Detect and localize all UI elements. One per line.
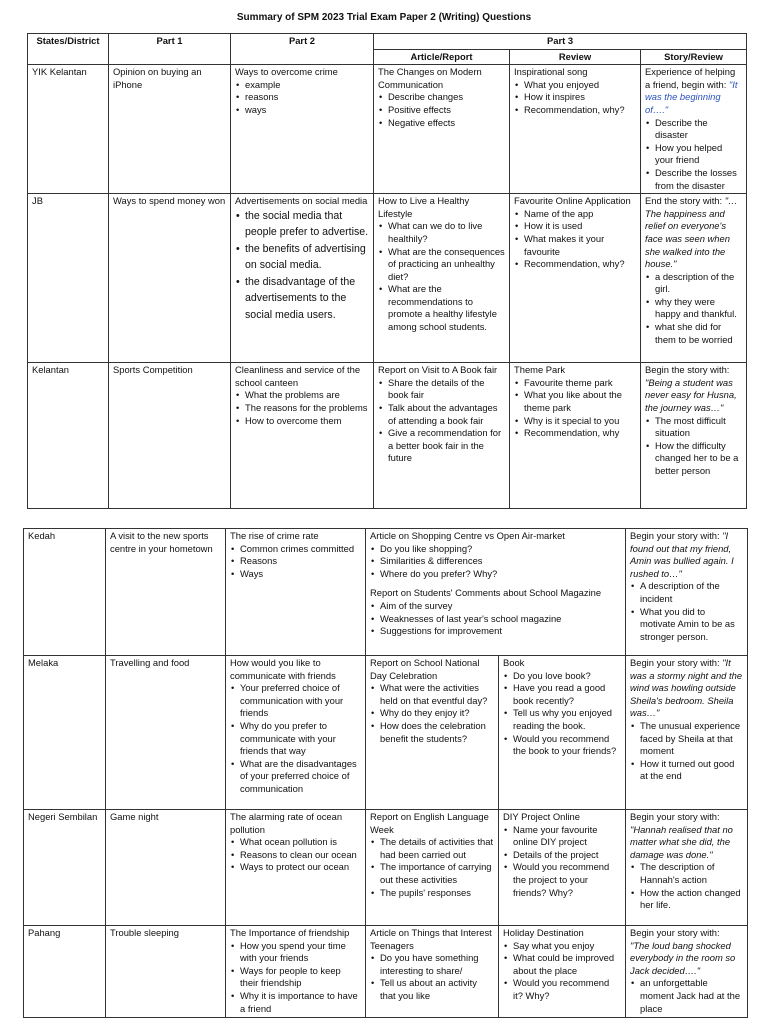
article-title: Article on Shopping Centre vs Open Air-market (370, 530, 565, 541)
state-cell: Kedah (24, 529, 106, 656)
review-title: DIY Project Online (503, 811, 580, 822)
article-cell (366, 656, 499, 810)
article-title: Article on Things that Interest Teenagers (370, 927, 492, 951)
part2-title: Ways to overcome crime (235, 66, 338, 78)
list-item: • The most difficult situation (655, 415, 742, 440)
story-quote: "The loud bang shocked everybody in the room so Jack decided…." (630, 939, 736, 976)
list-item: • Positive effects (388, 104, 505, 117)
review-cell (510, 194, 641, 363)
list-item: • Details of the project (513, 849, 621, 862)
list-item: • Reasons (240, 555, 361, 568)
review-cell (510, 363, 641, 509)
list-item: • a description of the girl. (655, 271, 742, 296)
list-item: • The description of Hannah's action (640, 861, 743, 886)
list-item: • Favourite theme park (524, 377, 636, 390)
part3-combined-cell (366, 529, 626, 656)
header-story: Story/Review (641, 49, 747, 65)
table-row (24, 926, 748, 1018)
article-title: Report on School National Day Celebration (370, 657, 480, 681)
list-item: • How to overcome them (245, 415, 369, 428)
table-row (24, 810, 748, 926)
part1-cell: Ways to spend money won (109, 194, 231, 363)
list-item: • Why do they enjoy it? (380, 707, 494, 720)
state-cell: Pahang (24, 926, 106, 1018)
list-item: • Would you recommend the project to your friends? Why? (513, 861, 621, 899)
list-item: • what she did for them to be worried (655, 321, 742, 346)
list-item: • How you spend your time with your friends (240, 940, 361, 965)
list-item: • Suggestions for improvement (380, 625, 621, 638)
list-item: • the social media that people prefer to advertise. (245, 208, 369, 241)
list-item: • ways (245, 104, 369, 117)
part2-title: Cleanliness and service of the school canteen (235, 364, 361, 388)
part1-cell: Travelling and food (106, 656, 226, 810)
article-cell (374, 65, 510, 194)
story-quote: "It was a stormy night and the wind was howling outside Sheila's bedroom. Sheila was…" (630, 657, 743, 719)
header-review: Review (510, 49, 641, 65)
list-item: • Name of the app (524, 208, 636, 221)
table-row (24, 656, 748, 810)
list-item: • Describe changes (388, 91, 505, 104)
list-item: • Have you read a good book recently? (513, 682, 621, 707)
list-item: • How it is used (524, 220, 636, 233)
list-item: • the disadvantage of the advertisements to the social media users. (245, 274, 369, 324)
story-cell (626, 529, 748, 656)
header-part2: Part 2 (231, 34, 374, 65)
state-cell: Kelantan (28, 363, 109, 509)
list-item: • Why it is importance to have a friend (240, 990, 361, 1015)
story-cell (626, 656, 748, 810)
list-item: • What are the consequences of practicing an unhealthy diet? (388, 246, 505, 284)
story-intro: Experience of helping a friend, begin with: (645, 66, 736, 90)
list-item: • Common crimes committed (240, 543, 361, 556)
part2-cell (231, 194, 374, 363)
story-cell (626, 926, 748, 1018)
review-title: Book (503, 657, 525, 668)
list-item: • Describe the losses from the disaster (655, 167, 742, 192)
list-item: • Ways (240, 568, 361, 581)
list-item: • Aim of the survey (380, 600, 621, 613)
story-quote: "It was the beginning of…." (645, 78, 738, 115)
list-item: • The unusual experience faced by Sheila at that moment (640, 720, 743, 758)
part2-title: The Importance of friendship (230, 927, 350, 938)
list-item: • Reasons to clean our ocean (240, 849, 361, 862)
list-item: • Share the details of the book fair (388, 377, 505, 402)
table-row (24, 529, 748, 656)
list-item: • The importance of carrying out these activities (380, 861, 494, 886)
review-title: Favourite Online Application (514, 195, 631, 207)
header-part1: Part 1 (109, 34, 231, 65)
part2-cell (226, 656, 366, 810)
list-item: • example (245, 79, 369, 92)
article-title: Report on English Language Week (370, 811, 489, 835)
list-item: • Do you love book? (513, 670, 621, 683)
part1-cell: Opinion on buying an iPhone (109, 65, 231, 194)
article-title: The Changes on Modern Communication (378, 66, 482, 90)
story-cell (641, 194, 747, 363)
list-item: • What the problems are (245, 389, 369, 402)
part2-cell (226, 810, 366, 926)
review-title: Inspirational song (514, 66, 588, 78)
story-intro: Begin your story with: (630, 530, 720, 541)
article-title: How to Live a Healthy Lifestyle (378, 195, 470, 219)
list-item: • Would you recommend the book to your friends? (513, 733, 621, 758)
list-item: • Why do you prefer to communicate with your friends that way (240, 720, 361, 758)
list-item: • Describe the disaster (655, 117, 742, 142)
table-row (28, 363, 747, 509)
story-cell (641, 363, 747, 509)
story-quote: "Being a student was never easy for Husna, the journey was…" (645, 376, 737, 413)
part1-cell: Sports Competition (109, 363, 231, 509)
review-cell (499, 926, 626, 1018)
list-item: • why they were happy and thankful. (655, 296, 742, 321)
list-item: • What you did to motivate Amin to be as stronger person. (640, 606, 743, 644)
list-item: • Negative effects (388, 117, 505, 130)
state-cell: Negeri Sembilan (24, 810, 106, 926)
list-item: • What you enjoyed (524, 79, 636, 92)
list-item: • How you helped your friend (655, 142, 742, 167)
list-item: • What are the recommendations to promote a healthy lifestyle among school students. (388, 283, 505, 333)
list-item: • How it turned out good at the end (640, 758, 743, 783)
list-item: • Ways to protect our ocean (240, 861, 361, 874)
part2-cell (231, 363, 374, 509)
story-quote: "Hannah realised that no matter what she did, the damage was done." (630, 823, 733, 860)
list-item: • What ocean pollution is (240, 836, 361, 849)
list-item: • A description of the incident (640, 580, 743, 605)
list-item: • Why is it special to you (524, 415, 636, 428)
list-item: • How does the celebration benefit the students? (380, 720, 494, 745)
story-cell (626, 810, 748, 926)
list-item: • Weaknesses of last year's school magazine (380, 613, 621, 626)
header-states: States/District (28, 34, 109, 65)
part2-title: The alarming rate of ocean pollution (230, 811, 343, 835)
header-part3: Part 3 (374, 34, 747, 50)
summary-table-bottom (23, 528, 748, 1018)
article-cell (374, 363, 510, 509)
list-item: • What were the activities held on that eventful day? (380, 682, 494, 707)
list-item: • Talk about the advantages of attending a book fair (388, 402, 505, 427)
story-quote: "I found out that my friend, Amin was bullied again. I rushed to…" (630, 530, 734, 579)
review-cell (510, 65, 641, 194)
part2-title: The rise of crime rate (230, 530, 319, 541)
part1-cell: A visit to the new sports centre in your hometown (106, 529, 226, 656)
list-item: • Name your favourite online DIY project (513, 824, 621, 849)
list-item: • Do you like shopping? (380, 543, 621, 556)
part1-cell: Game night (106, 810, 226, 926)
list-item: • Tell us about an activity that you like (380, 977, 494, 1002)
list-item: • How the action changed her life. (640, 887, 743, 912)
part2-cell (231, 65, 374, 194)
story-intro: Begin your story with: (630, 927, 720, 938)
state-cell: YIK Kelantan (28, 65, 109, 194)
document-title: Summary of SPM 2023 Trial Exam Paper 2 (Writing) Questions (236, 12, 532, 23)
review-title: Theme Park (514, 364, 566, 376)
list-item: • the benefits of advertising on social media. (245, 241, 369, 274)
header-article: Article/Report (374, 49, 510, 65)
list-item: • The pupils' responses (380, 887, 494, 900)
list-item: • What are the disadvantages of your preferred choice of communication (240, 758, 361, 796)
story-intro: Begin the story with: (645, 364, 730, 376)
list-item: • an unforgettable moment Jack had at the place (640, 977, 743, 1015)
list-item: • What you like about the theme park (524, 389, 636, 414)
story-intro: Begin your story with: (630, 811, 720, 822)
summary-table-top (27, 33, 747, 509)
list-item: • How it inspires (524, 91, 636, 104)
part2-title: How would you like to communicate with friends (230, 657, 336, 681)
story-intro: Begin your story with: (630, 657, 720, 668)
list-item: • Recommendation, why? (524, 104, 636, 117)
story-cell (641, 65, 747, 194)
state-cell: JB (28, 194, 109, 363)
list-item: • What makes it your favourite (524, 233, 636, 258)
article-cell (366, 926, 499, 1018)
part2-title: Advertisements on social media (235, 195, 368, 207)
list-item: • Recommendation, why (524, 427, 636, 440)
review-cell (499, 656, 626, 810)
list-item: • The reasons for the problems (245, 402, 369, 415)
table-row (28, 65, 747, 194)
list-item: • What could be improved about the place (513, 952, 621, 977)
story-quote: "…The happiness and relief on everyone's face was seen when she walked into the house." (645, 195, 738, 270)
list-item: • Where do you prefer? Why? (380, 568, 621, 581)
list-item: • Would you recommend it? Why? (513, 977, 621, 1002)
report-title: Report on Students' Comments about School Magazine (370, 587, 602, 599)
review-cell (499, 810, 626, 926)
part2-cell (226, 926, 366, 1018)
list-item: • Do you have something interesting to share/ (380, 952, 494, 977)
state-cell: Melaka (24, 656, 106, 810)
article-cell (374, 194, 510, 363)
list-item: • Say what you enjoy (513, 940, 621, 953)
article-cell (366, 810, 499, 926)
part1-cell: Trouble sleeping (106, 926, 226, 1018)
review-title: Holiday Destination (503, 927, 584, 938)
list-item: • What can we do to live healthily? (388, 220, 505, 245)
list-item: • Give a recommendation for a better book fair in the future (388, 427, 505, 465)
list-item: • reasons (245, 91, 369, 104)
list-item: • Similarities & differences (380, 555, 621, 568)
list-item: • How the difficulty changed her to be a better person (655, 440, 742, 478)
story-intro: End the story with: (645, 195, 723, 207)
list-item: • Your preferred choice of communication with your friends (240, 682, 361, 720)
list-item: • The details of activities that had been carried out (380, 836, 494, 861)
list-item: • Ways for people to keep their friendship (240, 965, 361, 990)
table-row (28, 194, 747, 363)
list-item: • Tell us why you enjoyed reading the book. (513, 707, 621, 732)
article-title: Report on Visit to A Book fair (378, 364, 498, 376)
list-item: • Recommendation, why? (524, 258, 636, 271)
part2-cell (226, 529, 366, 656)
